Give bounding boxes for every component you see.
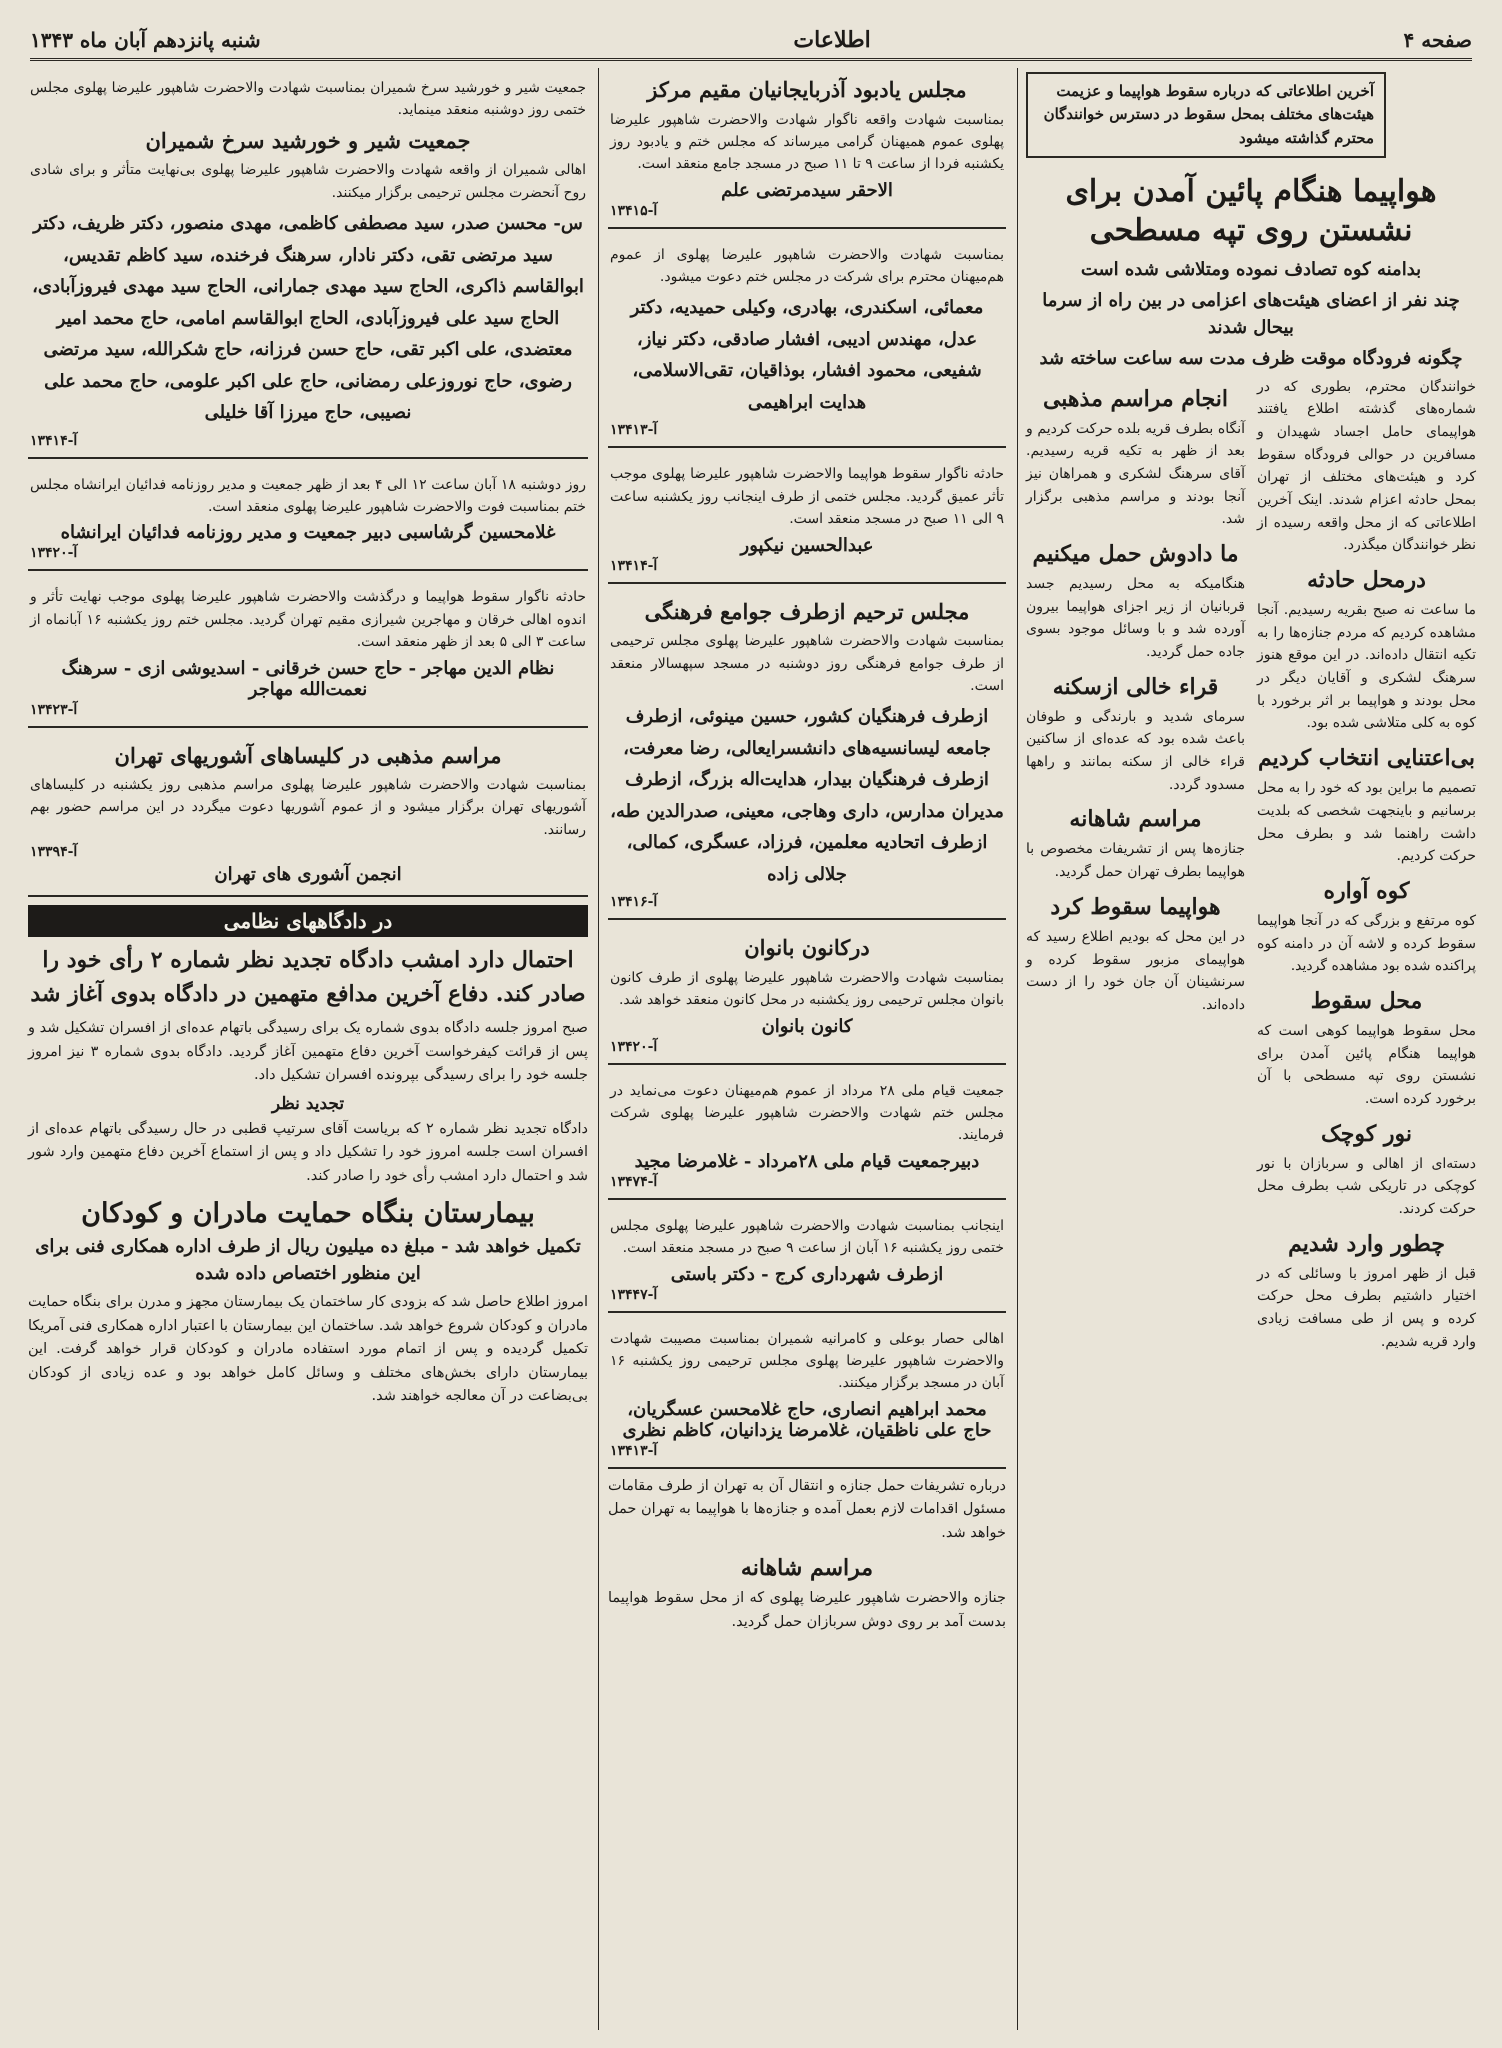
notice-signature: عبدالحسین نیکپور <box>740 534 874 556</box>
notice <box>28 734 588 898</box>
section-title: مراسم شاهانه <box>740 1555 874 1582</box>
column-rule <box>1017 68 1018 2030</box>
news-text: دادگاه تجدید نظر شماره ۲ که بریاست آقای سرتیپ قطبی در حال رسیدگی باتهام عده‌ای از افسران است جلسه امروز خود را تشکیل داد و پس از استماع آخرین دفاع متهمین وارد شور شد و احتمال دارد امشب رأی خود را صادر کند. <box>28 1120 588 1184</box>
story-continued: درباره تشریفات حمل جنازه و انتقال آن به تهران از طرف مقامات مسئول اقدامات لازم بعمل آمده و جنازه‌ها با هواپیما به تهران حمل خواهد شد. <box>608 1477 1006 1541</box>
lead-note-box: آخرین اطلاعاتی که درباره سقوط هواپیما و عزیمت هیئت‌های مختلف بمحل سقوط در دسترس خوانندگان محترم گذاشته میشود <box>1026 72 1386 158</box>
section-title: انجام مراسم مذهبی <box>1042 385 1229 412</box>
hospital-subheadline: تکمیل خواهد شد - مبلغ ده میلیون ریال از طرف اداره همکاری فنی برای این منظور اختصاص داده شده <box>35 1236 581 1285</box>
notice-names: ازطرف فرهنگیان کشور، حسین مینوئی، ازطرف جامعه لیسانسیه‌های دانشسرایعالی، رضا معرفت، ازطرف فرهنگیان بیدار، هدایت‌اله بزرگ، ازطرف مدیران مدارس، داری وهاجی، معینی، صدرالدین طه، ازطرف اتحادیه معلمین، فرزاد، عسگری، کمالی، جلالی زاده <box>610 706 1004 885</box>
issue-date: شنبه پانزدهم آبان ماه ۱۳۴۳ <box>30 28 261 52</box>
main-headline: هواپیما هنگام پائین آمدن برای نشستن روی تپه مسطحی <box>1065 173 1437 248</box>
section-text: تصمیم ما براین بود که خود را به محل برسانیم و باینجهت شخصی که بلدیت داشت راهنما شد و بطرف محل حرکت کردیم. <box>1257 780 1476 865</box>
notice-names: س- محسن صدر، سید مصطفی کاظمی، مهدی منصور، دکتر ظریف، دکتر سید مرتضی تقی، دکتر نادار، سرهنگ فرخنده، سید کاظم تقدیس، ابوالقاسم ذاکری، الحاج سید مهدی جمارانی، الحاج سید مهدی فیروزآبادی، الحاج سید علی فیروزآبادی، الحاج ابوالقاسم امامی، حاج محمد امیر معتضدی، علی اکبر تقی، حاج حسن فرزانه، حاج شکرالله، سید مرتضی رضوی، حاج نوروزعلی رمضانی، حاج علی اکبر علومی، حاج محمد علی نصیبی، حاج میرزا آقا خلیلی <box>32 213 584 424</box>
notice-title: مراسم مذهبی در کلیساهای آشوریهای تهران <box>114 742 502 768</box>
section-title: هواپیما سقوط کرد <box>1050 893 1221 920</box>
notice-title: مجلس ترحیم ازطرف جوامع فرهنگی <box>644 598 970 624</box>
notice-code: آ-۱۳۴۱۳ <box>610 422 658 439</box>
notice-code: آ-۱۳۴۱۴ <box>30 432 78 449</box>
section-title: محل سقوط <box>1310 987 1423 1014</box>
notice-body: جمعیت شیر و خورشید سرخ شمیران بمناسبت شهادت والاحضرت شاهپور علیرضا پهلوی مجلس ختمی روز دوشنبه منعقد مینماید. <box>30 80 586 119</box>
section-title: چطور وارد شدیم <box>1288 1230 1445 1257</box>
notice-code: آ-۱۳۴۲۰ <box>30 545 78 562</box>
notice-title: درکانون بانوان <box>744 935 870 961</box>
section-text: دسته‌ای از اهالی و سربازان با نور کوچکی در تاریکی شب بطرف محل حرکت کردند. <box>1257 1155 1476 1217</box>
notice <box>28 465 588 572</box>
masthead <box>30 22 1472 61</box>
page-number: صفحه ۴ <box>1403 28 1472 52</box>
section-title: مراسم شاهانه <box>1069 806 1202 833</box>
notice <box>608 68 1006 229</box>
notice-body: اهالی شمیران از واقعه شهادت والاحضرت شاهپور علیرضا پهلوی بی‌نهایت متأثر و برای شادی روح آنحضرت مجلس ترحیمی برگزار میکنند. <box>30 162 586 201</box>
section-text: در این محل که بودیم اطلاع رسید که هواپیمای مزبور سقوط کرده و سرنشینان آن جان خود را از دست داده‌اند. <box>1026 928 1245 1013</box>
story-intro: خوانندگان محترم، بطوری که در شماره‌های گذشته اطلاع یافتند هواپیمای حامل اجساد شهیدان و مسافرین در حوالی فرودگاه سقوط کرد و هیئت‌های مختلف از تهران بمحل حادثه اعزام شدند. اینک آخرین اطلاعاتی که از محل واقعه رسیده از نظر خوانندگان میگذرد. <box>1257 378 1476 554</box>
notice <box>608 454 1006 583</box>
section-text: جنازه‌ها پس از تشریفات مخصوص با هواپیما بطرف تهران حمل گردید. <box>1026 841 1245 881</box>
notice-names: معمائی، اسکندری، بهادری، وکیلی حمیدیه، دکتر عدل، مهندس ادیبی، افشار صادقی، دکتر نیاز، شفیعی، محمود افشار، بوذاقیان، تقی‌الاسلامی، هدایت ابراهیمی <box>630 297 984 413</box>
notice-body: حادثه ناگوار سقوط هواپیما والاحضرت شاهپور علیرضا پهلوی موجب تأثر عمیق گردید. مجلس ختمی از طرف اینجانب روز یکشنبه ساعت ۹ الی ۱۱ صبح در مسجد منعقد است. <box>610 466 1004 528</box>
notice <box>608 926 1006 1064</box>
column-rule <box>598 68 599 2030</box>
notice-signature: کانون بانوان <box>761 1015 853 1037</box>
story-continued: جنازه والاحضرت شاهپور علیرضا پهلوی که از محل سقوط هواپیما بدست آمد بر روی دوش سربازان حمل گردید. <box>608 1590 1006 1630</box>
notice <box>28 68 588 459</box>
section-title: تجدید نظر <box>271 1093 345 1114</box>
notice-code: آ-۱۳۴۱۵ <box>610 202 658 219</box>
notice-body: بمناسبت شهادت والاحضرت شاهپور علیرضا پهلوی مجلس ترحیمی از طرف جوامع فرهنگی روز دوشنبه در مسجد سپهسالار منعقد است. <box>610 633 1004 694</box>
notice-body: بمناسبت شهادت والاحضرت شاهپور علیرضا پهلوی از عموم هم‌میهنان محترم برای شرکت در مجلس ختم دعوت میشود. <box>610 246 1004 286</box>
notice-body: اینجانب بمناسبت شهادت والاحضرت شاهپور علیرضا پهلوی مجلس ختمی روز یکشنبه ۱۶ آبان از ساعت ۹ صبح در مسجد منعقد است. <box>610 1217 1004 1257</box>
column-notices <box>602 68 1012 2030</box>
section-title: کوه آواره <box>1323 877 1410 904</box>
subheadline: چند نفر از اعضای هیئت‌های اعزامی در بین راه از سرما بیحال شدند <box>1042 289 1460 338</box>
notice-title: جمعیت شیر و خورشید سرخ شمیران <box>145 127 471 153</box>
notice-signature: نظام الدین مهاجر - حاج حسن خرقانی - اسدیوشی ازی - سرهنگ نعمت‌الله مهاجر <box>61 657 555 700</box>
notice-code: آ-۱۳۴۱۶ <box>610 894 658 911</box>
notice-title: مجلس یادبود آذربایجانیان مقیم مرکز <box>647 77 967 102</box>
notice-code: آ-۱۳۴۱۳ <box>610 1442 658 1459</box>
section-text: ما ساعت نه صبح بقریه رسیدیم. آنجا مشاهده کردیم که مردم جنازه‌ها را به تکیه انتقال داده‌اند. در این موقع هنوز سرهنگ لشکری و آقایان دیگر در محل بودند و هواپیما بر اثر برخورد با کوه به کلی متلاشی شده بود. <box>1257 602 1476 732</box>
section-title: نور کوچک <box>1321 1120 1412 1147</box>
section-text: سرمای شدید و بارندگی و طوفان باعث شده بود که عده‌ای از ساکنین قراء خالی از سکنه بمانند و راهها مسدود گردد. <box>1026 708 1245 793</box>
section-title: ما دادوش حمل میکنیم <box>1032 541 1239 568</box>
paper-name: اطلاعات <box>793 27 871 53</box>
section-text: کوه مرتفع و بزرگی که در آنجا هواپیما سقوط کرده و لاشه آن در دامنه کوه پراکنده شده بود مشاهده گردید. <box>1257 912 1476 975</box>
subheadline: بدامنه کوه تصادف نموده ومتلاشی شده است <box>1080 258 1422 280</box>
notice-signature: الاحقر سیدمرتضی علم <box>721 179 893 201</box>
story-columns <box>1026 376 1476 1360</box>
subheadline: چگونه فرودگاه موقت ظرف مدت سه ساعت ساخته شد <box>1039 347 1463 369</box>
notice <box>608 1319 1006 1469</box>
news-text: صبح امروز جلسه دادگاه بدوی شماره یک برای رسیدگی باتهام عده‌ای از افسران تشکیل شد و پس از قرائت کیفرخواست آخرین دفاع متهمین آغاز گردید. دادگاه بدوی شماره ۳ نیز امروز جلسه خود را برای رسیدگی بپرونده افسران تشکیل داد. <box>28 1020 588 1084</box>
notice <box>608 235 1006 449</box>
notice-code: آ-۱۳۴۲۰ <box>610 1038 658 1055</box>
section-banner: در دادگاههای نظامی <box>28 905 588 937</box>
notice-body: بمناسبت شهادت والاحضرت شاهپور علیرضا پهلوی مراسم مذهبی روز یکشنبه در کلیساهای آشوریهای تهران برگزار میشود و از عموم آشوریها دعوت میگردد در این مراسم حضور بهم رسانند. <box>30 777 587 838</box>
notice-code: آ-۱۳۴۱۴ <box>610 557 658 574</box>
notice-body: بمناسبت شهادت والاحضرت شاهپور علیرضا پهلوی از طرف کانون بانوان مجلس ترحیمی روز یکشنبه در محل کانون منعقد خواهد شد. <box>610 969 1004 1009</box>
notice-signature: انجمن آشوری های تهران <box>214 864 402 886</box>
section-text: قبل از ظهر امروز با وسائلی که در اختیار داشتیم بطرف محل حرکت کرده و پس از طی مسافت زیادی وارد قریه شدیم. <box>1257 1265 1476 1350</box>
notice-code: آ-۱۳۴۲۳ <box>30 701 78 718</box>
notice <box>608 590 1006 921</box>
notice-names: محمد ابراهیم انصاری، حاج غلامحسن عسگریان، حاج علی ناظقیان، غلامرضا یزدانیان، کاظم نظری <box>622 1398 992 1441</box>
story-column-right <box>1257 376 1476 1360</box>
hospital-headline: بیمارستان بنگاه حمایت مادران و کودکان <box>81 1198 535 1230</box>
section-title: بی‌اعتنایی انتخاب کردیم <box>1257 745 1476 772</box>
notice-body: بمناسبت شهادت واقعه ناگوار شهادت والاحضرت شاهپور علیرضا پهلوی عموم همیهنان گرامی میرساند که مجلس ختم و یادبود روز یکشنبه فردا از ساعت ۹ تا ۱۱ صبح در مسجد جامع منعقد است. <box>610 111 1004 173</box>
notice-signature: غلامحسین گرشاسبی دبیر جمعیت و مدیر روزنامه فدائیان ایرانشاه <box>60 522 556 544</box>
notice <box>608 1206 1006 1313</box>
notice <box>28 577 588 727</box>
section-title: درمحل حادثه <box>1307 567 1426 594</box>
story-column-left <box>1026 376 1245 1360</box>
notice-body: جمعیت قیام ملی ۲۸ مرداد از عموم هم‌میهنان دعوت می‌نماید در مجلس ختم شهادت والاحضرت شاهپور علیرضا پهلوی شرکت فرمایند. <box>610 1082 1005 1144</box>
section-text: هنگامیکه به محل رسیدیم جسد قربانیان از زیر اجزای هواپیما بیرون آورده شد و با وسائل موجود بسوی جاده حمل گردید. <box>1026 576 1245 661</box>
notice-signature: ازطرف شهرداری کرج - دکتر باستی <box>670 1263 944 1285</box>
notice-code: آ-۱۳۳۹۴ <box>30 844 78 861</box>
notice-code: آ-۱۳۴۷۴ <box>610 1173 658 1190</box>
section-title: قراء خالی ازسکنه <box>1052 673 1219 700</box>
notice-signature: دبیرجمعیت قیام ملی ۲۸مرداد - غلامرضا مجید <box>634 1150 980 1172</box>
notice <box>608 1071 1006 1200</box>
section-text: محل سقوط هواپیما کوهی است که هواپیما هنگام پائین آمدن برای نشستن روی تپه مسطحی با آن برخورد کرده است. <box>1257 1022 1476 1107</box>
notice-body: روز دوشنبه ۱۸ آبان ساعت ۱۲ الی ۴ بعد از ظهر جمعیت و مدیر روزنامه فدائیان ایرانشاه مجلس ختم بمناسبت فوت والاحضرت شاهپور علیرضا پهلوی منعقد است. <box>30 476 586 515</box>
notice-body: اهالی حصار بوعلی و کامرانیه شمیران بمناسبت مصیبت شهادت والاحضرت شاهپور علیرضا پهلوی مجلس ترحیمی روز یکشنبه ۱۶ آبان در مسجد برگزار میکنند. <box>610 1330 1004 1392</box>
notice-code: آ-۱۳۴۴۷ <box>610 1286 658 1303</box>
section-text: آنگاه بطرف قریه بلده حرکت کردیم و بعد از ظهر به تکیه قریه رسیدیم. آقای سرهنگ لشکری و همراهان نیز آنجا بودند و مراسم مذهبی برگزار شد. <box>1026 420 1245 528</box>
notice-body: حادثه ناگوار سقوط هواپیما و درگذشت والاحضرت شاهپور علیرضا پهلوی موجب نهایت تأثر و اندوه اهالی خرقان و مهاجرین شیرازی مقیم تهران گردید. مجلس ختم روز یکشنبه ۱۶ آبانماه از ساعت ۳ الی ۵ بعد از ظهر منعقد است. <box>30 589 586 651</box>
news-headline: احتمال دارد امشب دادگاه تجدید نظر شماره ۲ رأی خود را صادر کند. دفاع آخرین مدافع متهمین در دادگاه بدوی آغاز شد <box>30 947 586 1008</box>
column-main-story <box>1020 68 1482 2030</box>
column-left <box>22 68 594 2030</box>
hospital-text: امروز اطلاع حاصل شد که بزودی کار ساختمان یک بیمارستان مجهز و مدرن برای بنگاه حمایت مادران و کودکان شروع خواهد شد. ساختمان این بیمارستان با اعتبار اداره همکاری فنی آمریکا تکمیل گردیده و پس از اتمام مورد استفاده مادران و کودکان قرار خواهد گرفت. این بیمارستان دارای بخش‌های مختلف و وسائل کامل خواهد بود و عده زیادی از کودکان بی‌بضاعت در آن معالجه خواهند شد. <box>28 1294 588 1405</box>
